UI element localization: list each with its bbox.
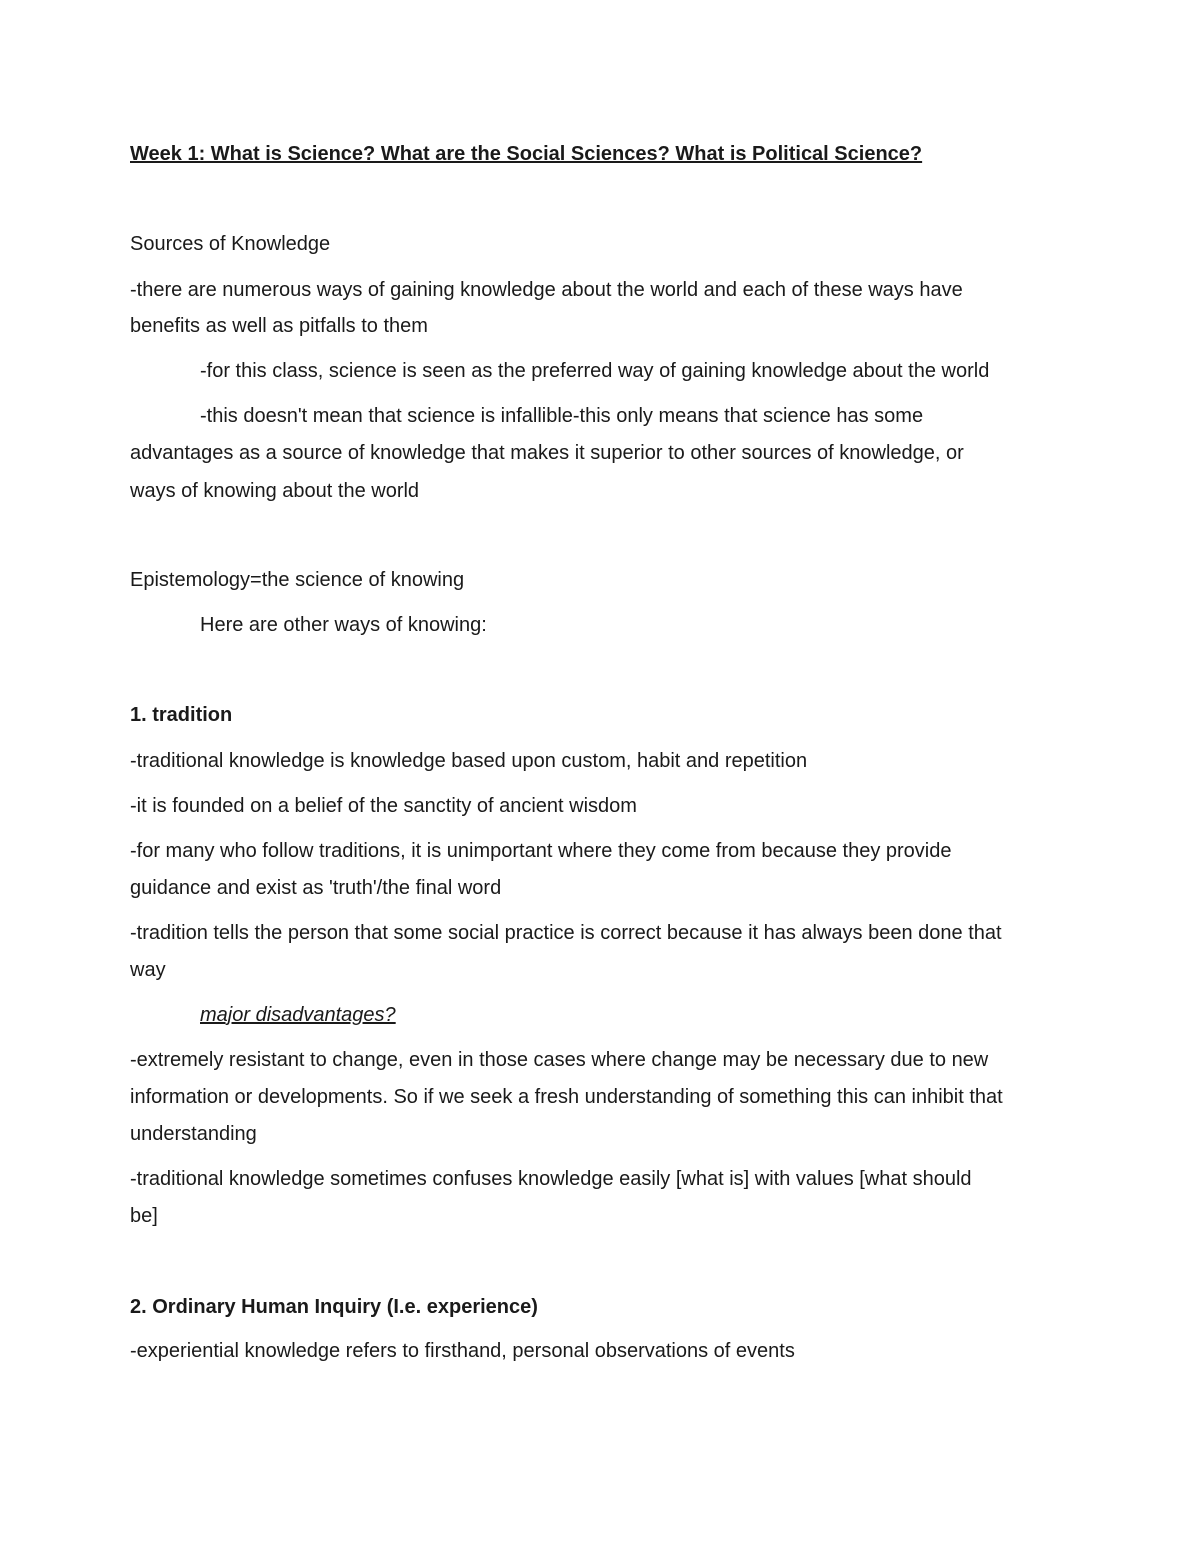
sources-paragraph-3-line-1: -this doesn't mean that science is infallible-this only means that science has some bbox=[200, 405, 924, 427]
tradition-bullet-1: -traditional knowledge is knowledge based upon custom, habit and repetition bbox=[130, 750, 808, 772]
epistemology-definition: Epistemology=the science of knowing bbox=[130, 569, 465, 591]
epistemology-intro: Here are other ways of knowing: bbox=[200, 614, 487, 636]
sources-paragraph-1-line-2: benefits as well as pitfalls to them bbox=[130, 315, 428, 337]
tradition-bullet-4-line-1: -tradition tells the person that some social practice is correct because it has always been done that bbox=[130, 922, 1002, 944]
tradition-heading: 1. tradition bbox=[130, 704, 233, 726]
tradition-disadvantage-2-line-1: -traditional knowledge sometimes confuses knowledge easily [what is] with values [what should bbox=[130, 1168, 972, 1190]
tradition-bullet-3-line-1: -for many who follow traditions, it is unimportant where they come from because they provide bbox=[130, 840, 952, 862]
sources-paragraph-1-line-1: -there are numerous ways of gaining knowledge about the world and each of these ways have bbox=[130, 279, 963, 301]
tradition-bullet-3-line-2: guidance and exist as 'truth'/the final word bbox=[130, 877, 502, 899]
sources-paragraph-2: -for this class, science is seen as the preferred way of gaining knowledge about the world bbox=[200, 360, 990, 382]
tradition-disadvantage-2-line-2: be] bbox=[130, 1205, 158, 1227]
sources-paragraph-3-line-3: ways of knowing about the world bbox=[130, 480, 420, 502]
tradition-disadvantage-1-line-3: understanding bbox=[130, 1123, 257, 1145]
tradition-disadvantages-subheading: major disadvantages? bbox=[200, 1004, 396, 1026]
sources-paragraph-3-line-2: advantages as a source of knowledge that makes it superior to other sources of knowledge, or bbox=[130, 442, 964, 464]
inquiry-heading: 2. Ordinary Human Inquiry (I.e. experience) bbox=[130, 1296, 538, 1318]
document-title: Week 1: What is Science? What are the Social Sciences? What is Political Science? bbox=[130, 143, 923, 165]
tradition-disadvantage-1-line-1: -extremely resistant to change, even in those cases where change may be necessary due to new bbox=[130, 1049, 989, 1071]
sources-heading: Sources of Knowledge bbox=[130, 233, 331, 255]
tradition-disadvantage-1-line-2: information or developments. So if we seek a fresh understanding of something this can inhibit that bbox=[130, 1086, 1003, 1108]
tradition-bullet-2: -it is founded on a belief of the sanctity of ancient wisdom bbox=[130, 795, 637, 817]
inquiry-bullet-1: -experiential knowledge refers to firsthand, personal observations of events bbox=[130, 1340, 795, 1362]
tradition-bullet-4-line-2: way bbox=[130, 959, 166, 981]
